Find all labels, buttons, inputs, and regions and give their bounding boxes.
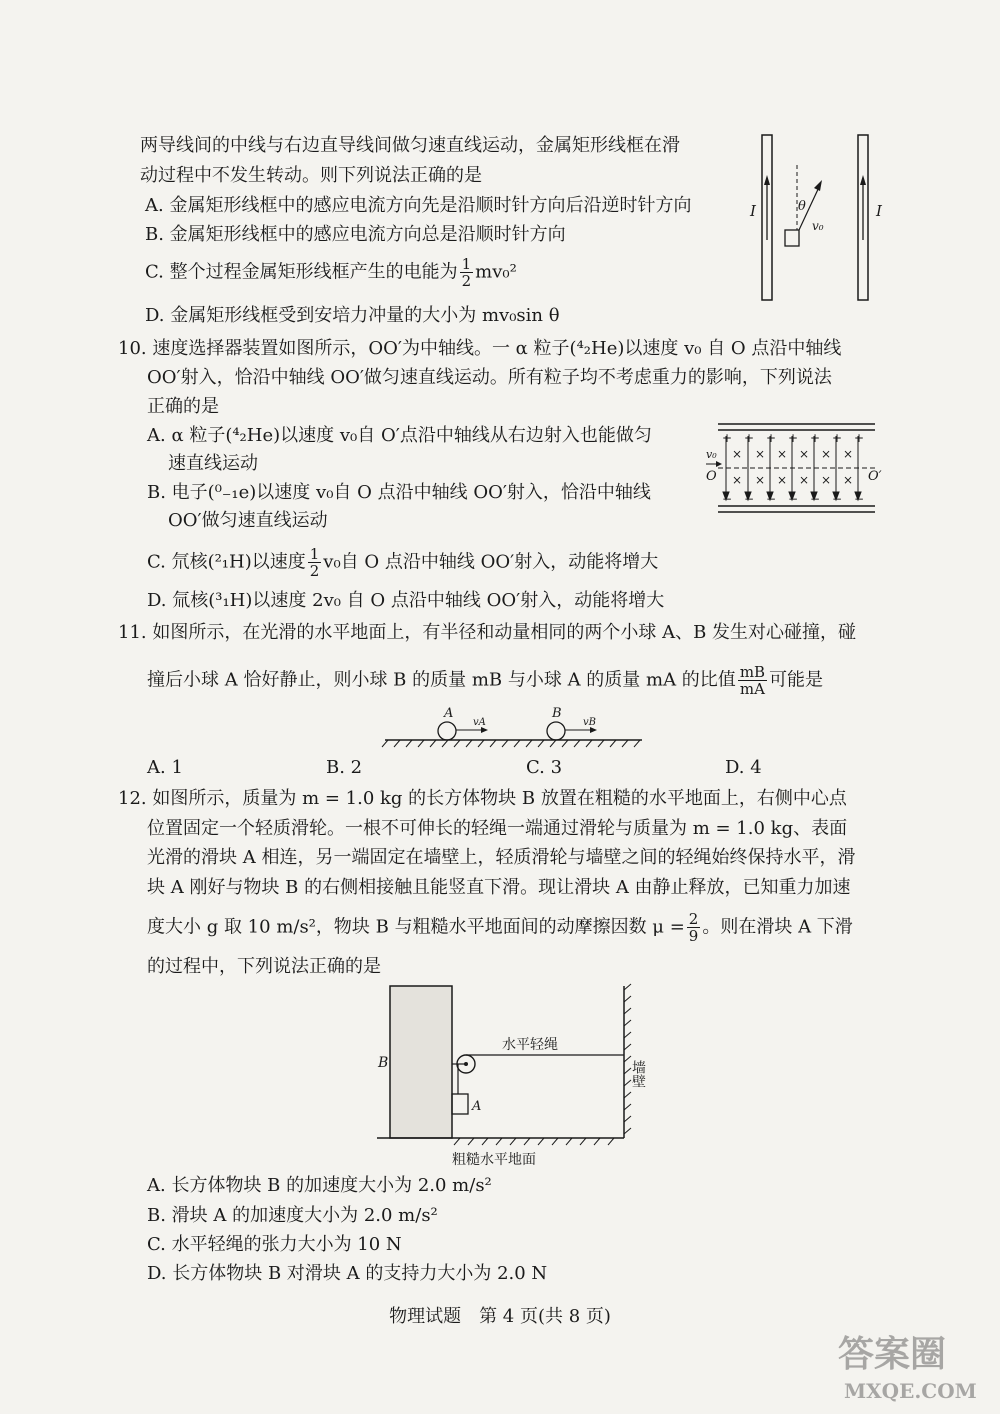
page-footer: 物理试题 第 4 页(共 8 页) bbox=[389, 1306, 611, 1327]
svg-text:−: − bbox=[766, 492, 777, 506]
q12-line4: 块 A 刚好与物块 B 的右侧相接触且能竖直下滑。现让滑块 A 由静止释放，已知重力加速 bbox=[147, 877, 851, 898]
q11-label-a: A bbox=[444, 706, 454, 721]
q9-label-i-left: I bbox=[750, 202, 756, 220]
watermark-text-url: MXQE.COM bbox=[844, 1379, 977, 1403]
q11-option-d: D. 4 bbox=[725, 757, 762, 778]
svg-text:×: × bbox=[732, 447, 743, 461]
q10-label-v0: v₀ bbox=[706, 448, 717, 461]
svg-text:×: × bbox=[777, 447, 788, 461]
q9-c-fraction: $\frac{1}{2}$ bbox=[461, 255, 472, 290]
q9-line1: 两导线间的中线与右边直导线间做匀速直线运动，金属矩形线框在滑 bbox=[140, 135, 680, 156]
q10-option-c: C. 氘核(²₁H)以速度 $\frac{1}{2}$ v₀自 O 点沿中轴线 OO′射入，动能将增大 bbox=[147, 545, 659, 580]
q9-label-theta: θ bbox=[798, 199, 806, 214]
q12-label-ground: 粗糙水平地面 bbox=[452, 1152, 536, 1168]
q10-option-b2: OO′做匀速直线运动 bbox=[168, 510, 328, 531]
q12-option-c: C. 水平轻绳的张力大小为 10 N bbox=[147, 1234, 402, 1255]
svg-text:×: × bbox=[777, 473, 788, 487]
q11-label-vb: vB bbox=[583, 717, 596, 728]
q12-label-wall: 墙壁 bbox=[630, 1060, 646, 1088]
watermark-text-cn: 答案圈 bbox=[838, 1333, 947, 1375]
svg-text:+: + bbox=[832, 431, 843, 445]
svg-text:−: − bbox=[788, 492, 799, 506]
q11-option-a: A. 1 bbox=[147, 757, 183, 778]
q10-c-fraction: $\frac{1}{2}$ bbox=[309, 545, 320, 580]
svg-text:×: × bbox=[821, 473, 832, 487]
q10-line1: 10. 速度选择器装置如图所示，OO′为中轴线。一 α 粒子(⁴₂He)以速度 v₀ 自 O 点沿中轴线 bbox=[118, 338, 842, 359]
svg-text:−: − bbox=[854, 492, 865, 506]
q12-line3: 光滑的滑块 A 相连，另一端固定在墙壁上，轻质滑轮与墙壁之间的轻绳始终保持水平，滑 bbox=[147, 847, 856, 868]
q10-label-o: O bbox=[706, 469, 717, 484]
svg-text:+: + bbox=[810, 431, 821, 445]
svg-text:−: − bbox=[744, 492, 755, 506]
q9-option-b: B. 金属矩形线框中的感应电流方向总是沿顺时针方向 bbox=[145, 224, 566, 245]
svg-text:+: + bbox=[788, 431, 799, 445]
q12-mu-fraction: $\frac{2}{9}$ bbox=[688, 910, 699, 945]
q10-option-a1: A. α 粒子(⁴₂He)以速度 v₀自 O′点沿中轴线从右边射入也能做匀 bbox=[147, 425, 652, 446]
q10-line2: OO′射入，恰沿中轴线 OO′做匀速直线运动。所有粒子均不考虑重力的影响，下列说法 bbox=[147, 367, 832, 388]
q12-figure bbox=[372, 980, 662, 1170]
watermark-logo bbox=[830, 1320, 990, 1404]
svg-text:×: × bbox=[799, 447, 810, 461]
q12-label-rope: 水平轻绳 bbox=[502, 1037, 558, 1053]
svg-text:+: + bbox=[744, 431, 755, 445]
q10-line3: 正确的是 bbox=[147, 396, 219, 417]
q11-line2: 撞后小球 A 恰好静止，则小球 B 的质量 mB 与小球 A 的质量 mA 的比值 $\frac{mB}{mA}$ 可能是 bbox=[147, 663, 824, 698]
q9-label-v0: v₀ bbox=[812, 219, 824, 233]
q12-line2: 位置固定一个轻质滑轮。一根不可伸长的轻绳一端通过滑轮与质量为 m = 1.0 kg、表面 bbox=[147, 818, 848, 839]
q9-option-c: C. 整个过程金属矩形线框产生的电能为 $\frac{1}{2}$ mv₀² bbox=[145, 255, 517, 290]
q9-option-a: A. 金属矩形线框中的感应电流方向先是沿顺时针方向后沿逆时针方向 bbox=[145, 195, 692, 216]
q9-line2: 动过程中不发生转动。则下列说法正确的是 bbox=[140, 165, 482, 186]
svg-text:×: × bbox=[732, 473, 743, 487]
q11-figure bbox=[380, 700, 650, 750]
q9-option-d: D. 金属矩形线框受到安培力冲量的大小为 mv₀sin θ bbox=[145, 305, 560, 326]
svg-text:×: × bbox=[755, 473, 766, 487]
svg-text:×: × bbox=[843, 473, 854, 487]
svg-text:−: − bbox=[722, 492, 733, 506]
q9-figure bbox=[750, 130, 890, 305]
q11-option-b: B. 2 bbox=[326, 757, 363, 778]
q11-label-va: vA bbox=[473, 717, 486, 728]
q12-line1: 12. 如图所示，质量为 m = 1.0 kg 的长方体物块 B 放置在粗糙的水平地面上，右侧中心点 bbox=[118, 788, 847, 809]
q10-option-b1: B. 电子(⁰₋₁e)以速度 v₀自 O 点沿中轴线 OO′射入，恰沿中轴线 bbox=[147, 482, 651, 503]
svg-text:−: − bbox=[832, 492, 843, 506]
q11-label-b: B bbox=[552, 706, 562, 721]
q10-option-d: D. 氚核(³₁H)以速度 2v₀ 自 O 点沿中轴线 OO′射入，动能将增大 bbox=[147, 590, 665, 611]
svg-text:+: + bbox=[722, 431, 733, 445]
q10-figure bbox=[700, 420, 890, 520]
q11-option-c: C. 3 bbox=[526, 757, 563, 778]
svg-text:+: + bbox=[766, 431, 777, 445]
svg-text:×: × bbox=[821, 447, 832, 461]
svg-text:×: × bbox=[799, 473, 810, 487]
q12-option-b: B. 滑块 A 的加速度大小为 2.0 m/s² bbox=[147, 1205, 438, 1226]
q12-line5: 度大小 g 取 10 m/s²，物块 B 与粗糙水平地面间的动摩擦因数 μ = $\frac{2}{9}$ 。则在滑块 A 下滑 bbox=[147, 910, 853, 945]
q12-option-d: D. 长方体物块 B 对滑块 A 的支持力大小为 2.0 N bbox=[147, 1263, 548, 1284]
q12-option-a: A. 长方体物块 B 的加速度大小为 2.0 m/s² bbox=[147, 1175, 492, 1196]
q9-label-i-right: I bbox=[876, 202, 882, 220]
q10-label-o-prime: O′ bbox=[868, 469, 882, 484]
svg-text:×: × bbox=[843, 447, 854, 461]
svg-text:+: + bbox=[854, 431, 865, 445]
q10-option-a2: 速直线运动 bbox=[168, 453, 258, 474]
svg-text:×: × bbox=[755, 447, 766, 461]
q12-line6: 的过程中，下列说法正确的是 bbox=[147, 956, 381, 977]
q12-label-a: A bbox=[472, 1099, 482, 1114]
q11-mass-ratio: $\frac{mB}{mA}$ bbox=[739, 663, 766, 698]
q11-line1: 11. 如图所示，在光滑的水平地面上，有半径和动量相同的两个小球 A、B 发生对心碰撞，碰 bbox=[118, 622, 857, 643]
svg-text:−: − bbox=[810, 492, 821, 506]
q12-label-b: B bbox=[378, 1055, 389, 1071]
